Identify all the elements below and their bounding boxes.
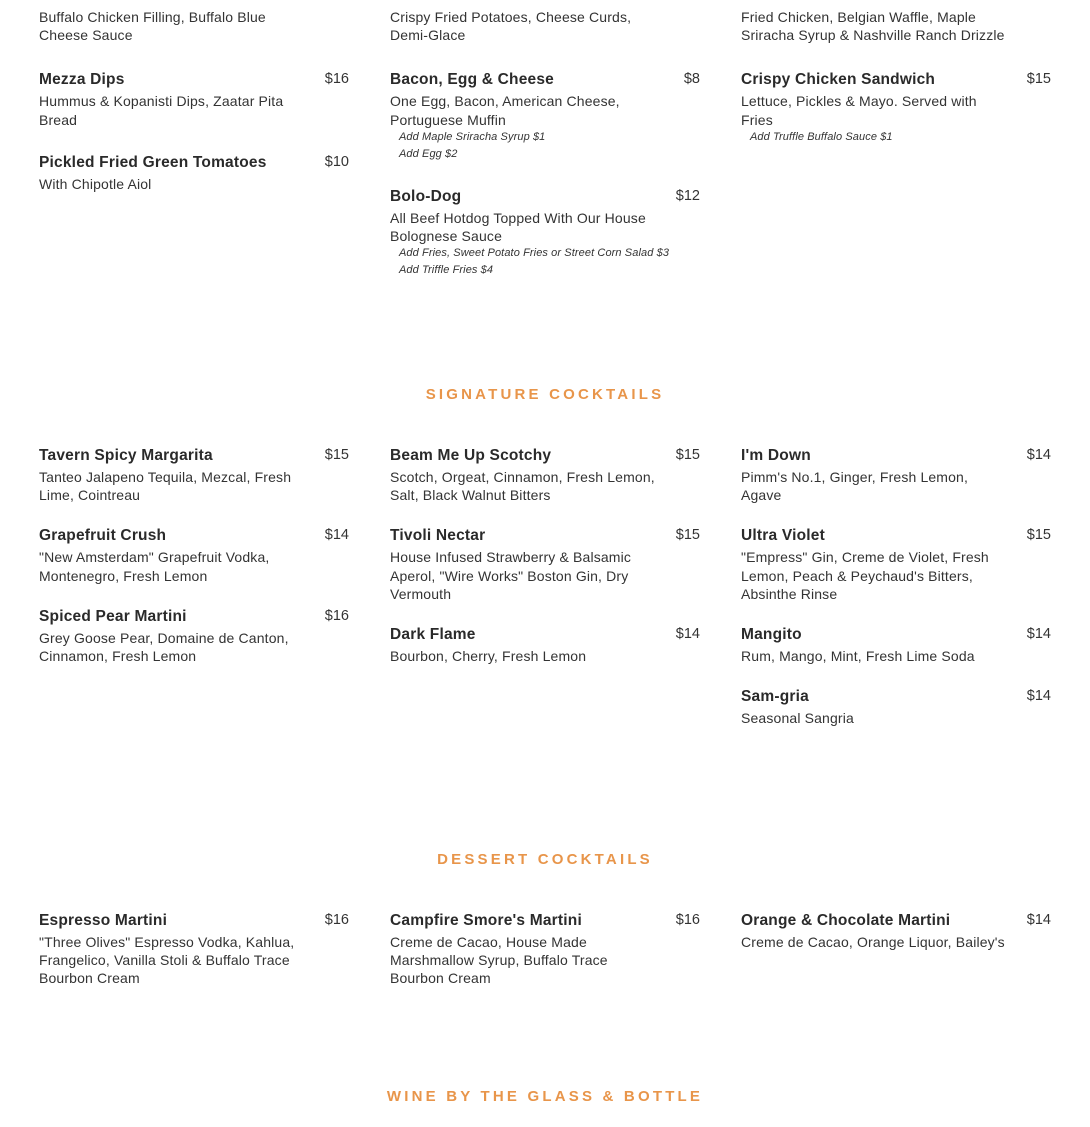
item-price: $16 [324,71,349,88]
item-name: Sam-gria [741,688,809,706]
menu-item [741,910,1051,951]
item-price: $16 [324,607,349,624]
item-name: Bacon, Egg & Cheese [390,71,555,89]
top-column-1 [39,7,349,214]
signature-column-1 [39,445,349,686]
menu-item [390,69,700,162]
item-description: Creme de Cacao, Orange Liquor, Bailey's [741,934,1005,950]
item-description: Creme de Cacao, House Made Marshmallow Syrup, Buffalo Trace Bourbon Cream [390,934,608,987]
item-description: "Empress" Gin, Creme de Violet, Fresh Lemon, Peach & Peychaud's Bitters, Absinthe Rinse [741,549,989,602]
item-name: Orange & Chocolate Martini [741,912,951,929]
item-price: $16 [675,912,700,928]
item-addon: Add Fries, Sweet Potato Fries or Street Corn Salad $3 [399,247,670,260]
item-price: $14 [1026,626,1051,643]
item-description: Fried Chicken, Belgian Waffle, Maple Sriracha Syrup & Nashville Ranch Drizzle [741,9,1005,44]
section-title-wine: WINE BY THE GLASS & BOTTLE [386,1088,704,1105]
menu-item [39,606,349,665]
item-price: $15 [675,447,700,463]
item-price: $15 [675,527,700,544]
item-price: $15 [1026,71,1051,88]
menu-item [390,624,700,665]
item-description: Pimm's No.1, Ginger, Fresh Lemon, Agave [741,469,969,504]
menu-item [741,69,1051,145]
dessert-column-1 [39,910,349,1009]
dessert-column-3 [741,910,1051,972]
item-name: Pickled Fried Green Tomatoes [39,153,267,171]
item-name: Crispy Chicken Sandwich [741,71,936,89]
menu-item [39,525,349,584]
menu-item-cut [741,8,1051,44]
item-description: Scotch, Orgeat, Cinnamon, Fresh Lemon, Salt, Black Walnut Bitters [390,469,655,504]
top-column-2 [390,7,700,300]
menu-item [741,525,1051,603]
item-description: One Egg, Bacon, American Cheese, Portuguese Muffin [390,93,620,128]
menu-item [741,624,1051,665]
item-name: Tavern Spicy Margarita [39,447,213,464]
item-description: "Three Olives" Espresso Vodka, Kahlua, Frangelico, Vanilla Stoli & Buffalo Trace Bourbon Cream [39,934,295,987]
item-name: Ultra Violet [741,527,825,545]
item-price: $14 [675,626,700,643]
item-description: Grey Goose Pear, Domaine de Canton, Cinnamon, Fresh Lemon [39,629,289,665]
menu-item [390,445,700,504]
item-description: With Chipotle Aiol [39,175,152,192]
item-price: $15 [1026,527,1051,544]
item-description: "New Amsterdam" Grapefruit Vodka, Montenegro, Fresh Lemon [39,549,270,584]
item-name: Tivoli Nectar [390,527,486,545]
item-name: Dark Flame [390,626,476,644]
menu-item-cut [39,8,349,44]
item-description: Rum, Mango, Mint, Fresh Lime Soda [741,648,975,665]
item-description: Buffalo Chicken Filling, Buffalo Blue Cheese Sauce [39,9,266,44]
item-description: Bourbon, Cherry, Fresh Lemon [390,648,587,665]
item-name: Spiced Pear Martini [39,607,187,625]
item-name: Bolo-Dog [390,187,462,205]
item-name: Espresso Martini [39,912,168,929]
signature-column-2 [390,445,700,686]
item-name: Beam Me Up Scotchy [390,447,552,464]
menu-item-cut [390,8,700,44]
section-title-dessert-cocktails: DESSERT COCKTAILS [437,851,653,868]
item-description: Crispy Fried Potatoes, Cheese Curds, Demi-Glace [390,9,632,44]
item-price: $14 [1026,688,1051,705]
item-addon: Add Maple Sriracha Syrup $1 [399,130,546,143]
item-description: Lettuce, Pickles & Mayo. Served with Fries [741,93,977,128]
menu-item [39,152,349,193]
item-price: $8 [683,71,700,88]
item-price: $16 [324,912,349,928]
item-addon: Add Truffle Buffalo Sauce $1 [750,130,893,143]
dessert-column-2 [390,910,700,1009]
item-addon: Add Egg $2 [399,147,458,160]
menu-item [39,445,349,504]
menu-item [741,686,1051,727]
item-name: Campfire Smore's Martini [390,912,582,929]
item-price: $15 [324,447,349,463]
menu-item [390,186,700,279]
menu-item [39,69,349,128]
item-description: Hummus & Kopanisti Dips, Zaatar Pita Bread [39,93,284,128]
menu-item [390,910,700,988]
menu-item [39,910,349,988]
item-name: Grapefruit Crush [39,527,167,545]
item-price: $14 [324,527,349,544]
item-addon: Add Triffle Fries $4 [399,264,494,277]
top-column-3 [741,7,1051,167]
item-name: I'm Down [741,447,811,464]
item-price: $10 [324,153,349,170]
signature-column-3 [741,445,1051,748]
item-price: $14 [1026,912,1051,928]
item-price: $12 [675,187,700,204]
section-title-signature-cocktails: SIGNATURE COCKTAILS [425,386,665,403]
menu-item [390,525,700,603]
item-name: Mangito [741,626,802,644]
menu-item [741,445,1051,504]
item-name: Mezza Dips [39,71,125,89]
item-description: Tanteo Jalapeno Tequila, Mezcal, Fresh Lime, Cointreau [39,469,292,504]
item-description: Seasonal Sangria [741,710,854,727]
item-price: $14 [1026,447,1051,463]
item-description: All Beef Hotdog Topped With Our House Bolognese Sauce [390,209,646,245]
item-description: House Infused Strawberry & Balsamic Aperol, "Wire Works" Boston Gin, Dry Vermouth [390,549,632,602]
